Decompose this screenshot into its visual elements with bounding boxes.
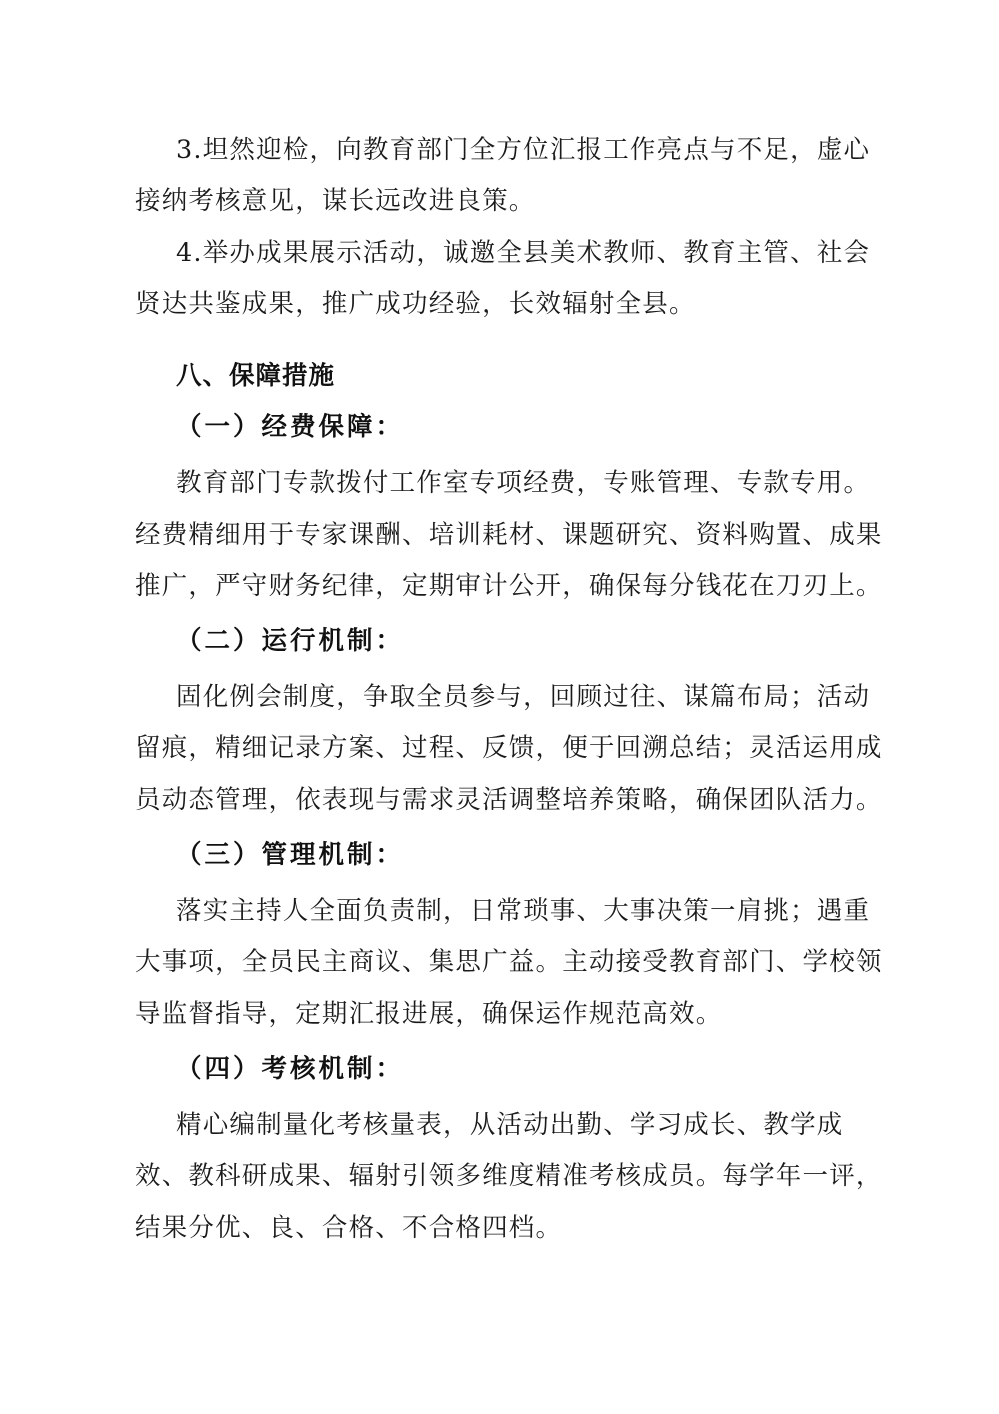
funding-line-2: 经费精细用于专家课酬、培训耗材、课题研究、资料购置、成果 (135, 520, 883, 550)
operation-line-3: 员动态管理，依表现与需求灵活调整培养策略，确保团队活力。 (135, 785, 883, 815)
funding-line-1: 教育部门专款拨付工作室专项经费，专账管理、专款专用。 (176, 468, 871, 498)
assessment-line-1: 精心编制量化考核量表，从活动出勤、学习成长、教学成 (176, 1110, 844, 1140)
item-4-line-2: 贤达共鉴成果，推广成功经验，长效辐射全县。 (135, 289, 696, 319)
subsection-heading-operation: （二）运行机制： (176, 626, 405, 656)
subsection-heading-funding: （一）经费保障： (176, 412, 405, 442)
assessment-line-2: 效、教科研成果、辐射引领多维度精准考核成员。每学年一评， (135, 1161, 883, 1191)
management-line-3: 导监督指导，定期汇报进展，确保运作规范高效。 (135, 999, 723, 1029)
assessment-line-3: 结果分优、良、合格、不合格四档。 (135, 1213, 563, 1243)
item-3-line-2: 接纳考核意见，谋长远改进良策。 (135, 186, 536, 216)
item-4-line-1: 4.举办成果展示活动，诚邀全县美术教师、教育主管、社会 (176, 238, 871, 268)
subsection-heading-management: （三）管理机制： (176, 840, 405, 870)
subsection-heading-assessment: （四）考核机制： (176, 1054, 405, 1084)
item-3-line-1: 3.坦然迎检，向教育部门全方位汇报工作亮点与不足，虚心 (176, 135, 871, 165)
operation-line-2: 留痕，精细记录方案、过程、反馈，便于回溯总结；灵活运用成 (135, 733, 883, 763)
management-line-1: 落实主持人全面负责制，日常琐事、大事决策一肩挑；遇重 (176, 896, 871, 926)
section-heading: 八、保障措施 (176, 361, 336, 391)
operation-line-1: 固化例会制度，争取全员参与，回顾过往、谋篇布局；活动 (176, 682, 871, 712)
funding-line-3: 推广，严守财务纪律，定期审计公开，确保每分钱花在刀刃上。 (135, 571, 883, 601)
management-line-2: 大事项，全员民主商议、集思广益。主动接受教育部门、学校领 (135, 947, 883, 977)
